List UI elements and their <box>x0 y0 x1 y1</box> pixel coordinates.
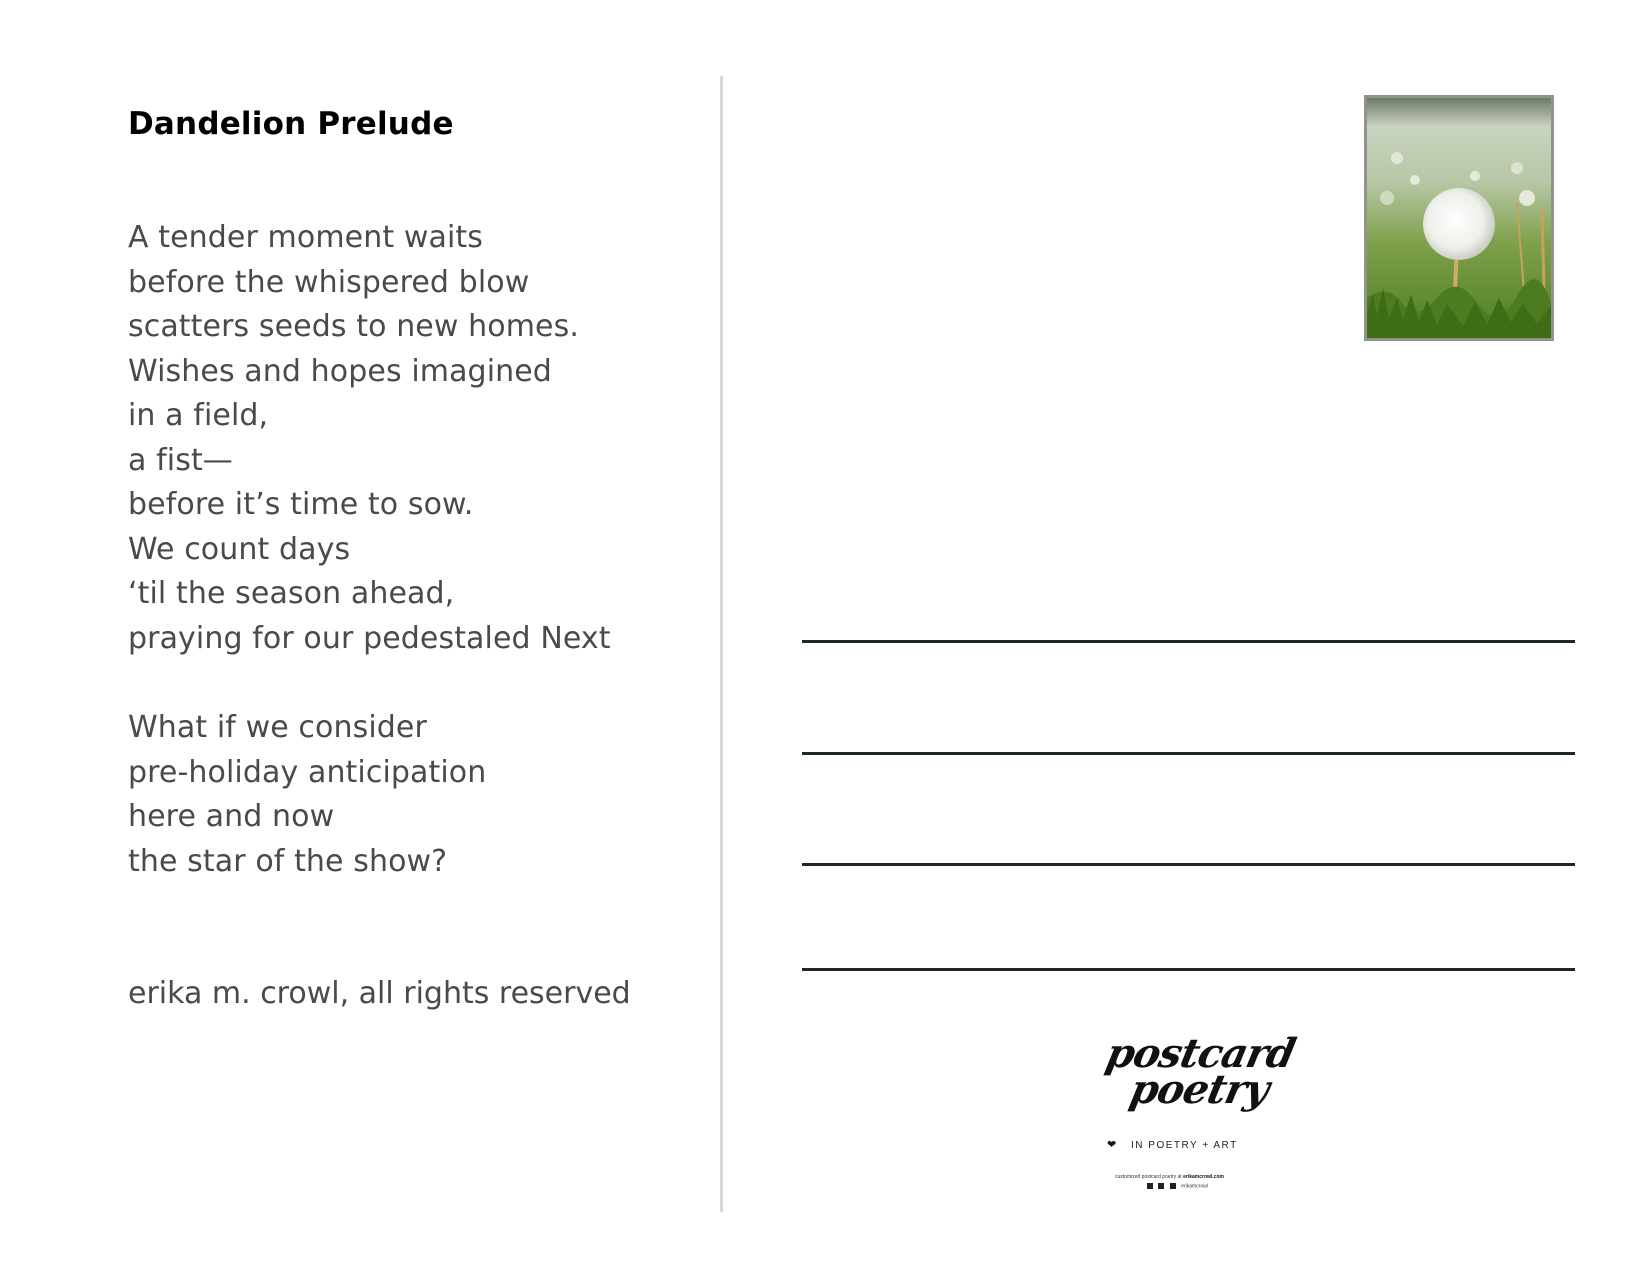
logo-tagline <box>1107 1138 1238 1151</box>
stanza-one <box>128 216 611 661</box>
stanza-two <box>128 706 486 884</box>
poem-line: A tender moment waits <box>128 220 483 255</box>
logo-social <box>1147 1183 1208 1189</box>
logo-credit-site: erikamcrowl.com <box>1183 1174 1224 1180</box>
social-handle: erikamcrowl <box>1181 1183 1208 1190</box>
address-line <box>802 863 1575 866</box>
stamp-image <box>1364 95 1554 341</box>
logo-credit <box>1115 1174 1224 1180</box>
poem-line: We count days <box>128 531 351 567</box>
address-line <box>802 752 1575 755</box>
poem-line: praying for our pedestaled Next <box>128 620 611 656</box>
logo-credit-prefix: customized postcard poetry at <box>1115 1174 1182 1180</box>
poem-line: What if we consider <box>128 710 427 745</box>
logo-word-poetry: poetry <box>1126 1066 1273 1113</box>
poem-line: here and now <box>128 799 335 834</box>
twitter-icon <box>1170 1183 1176 1189</box>
poem-line: scatters seeds to new homes. <box>128 309 579 344</box>
poem-line: before the whispered blow <box>128 264 530 300</box>
address-line <box>802 640 1575 643</box>
center-divider <box>720 76 723 1212</box>
postcard-poetry-logo <box>1095 1030 1299 1200</box>
poem-title: Dandelion Prelude <box>128 106 454 142</box>
poem-line: a fist— <box>128 442 233 478</box>
instagram-icon <box>1158 1183 1164 1189</box>
poem-line: Wishes and hopes imagined <box>128 353 552 389</box>
copyright-notice: erika m. crowl, all rights reserved <box>128 976 631 1011</box>
logo-word-postcard: postcard <box>1102 1030 1299 1077</box>
poem-line: ‘til the season ahead, <box>128 576 455 611</box>
dandelion-photo-icon <box>1367 98 1551 338</box>
heart-icon: ❤ <box>1107 1139 1118 1151</box>
address-line <box>802 968 1575 971</box>
logo-tagline-text: IN POETRY + ART <box>1131 1140 1238 1151</box>
poem-line: before it’s time to sow. <box>128 487 474 522</box>
poem-line: pre-holiday anticipation <box>128 754 487 790</box>
poem-line: the star of the show? <box>128 843 448 879</box>
facebook-icon <box>1147 1183 1153 1189</box>
poem-line: in a field, <box>128 398 269 433</box>
